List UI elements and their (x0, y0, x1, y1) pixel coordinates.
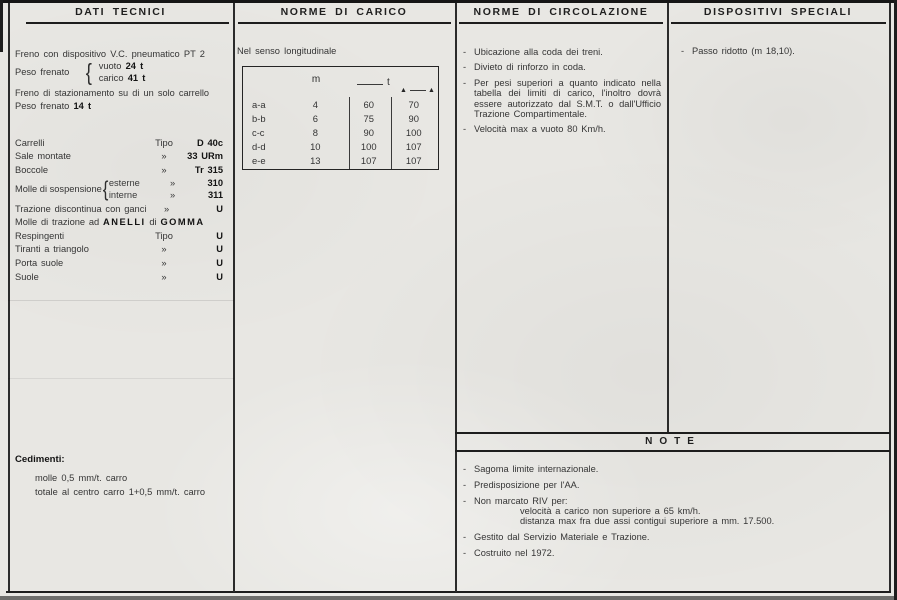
stazionamento-line: Freno di stazionamento su di un solo carrello (15, 88, 210, 98)
header-dati-tecnici: DATI TECNICI (75, 6, 166, 18)
t-header-rule (410, 90, 426, 91)
note-item: - Gestito dal Servizio Materiale e Trazione. (463, 532, 650, 542)
peso-frenato-group (15, 59, 227, 85)
table-rows (243, 97, 438, 168)
peso-frenato-label: Peso frenato (15, 67, 70, 77)
triangle-marker-icon: ▲ (400, 87, 407, 94)
column-divider-1 (233, 3, 235, 592)
spec-row-molle-trazione (15, 215, 227, 229)
column-divider-3 (667, 3, 669, 433)
column-divider-2 (455, 3, 457, 592)
trazione-gomma: GOMMA (160, 217, 205, 228)
carico-value: 41 t (127, 73, 146, 83)
spec-row-molle-sospensione: Molle di sospensione { esterne interne » » 310 311 (15, 177, 227, 202)
dash-bullet: - (463, 532, 467, 542)
note-item: - Predisposizione per l'AA. (463, 480, 580, 490)
cedimenti-line-1: molle 0,5 mm/t. carro (35, 473, 128, 483)
list-item: - Ubicazione alla coda dei treni. (463, 47, 603, 57)
dash-bullet: - (463, 77, 467, 88)
peso-frenato-2-value: 14 t (73, 101, 92, 111)
brace-glyph: { (85, 58, 92, 85)
trazione-anelli: ANELLI (103, 217, 146, 228)
peso-vuoto-line (99, 60, 146, 72)
table-row: c-c 8 90 100 (252, 126, 422, 138)
note-sub-item: velocità a carico non superiore a 65 km/h. (520, 506, 701, 516)
note-item: - Sagoma limite internazionale. (463, 464, 599, 474)
header-norme-di-circolazione: NORME DI CIRCOLAZIONE (473, 6, 649, 18)
t-column-header: t (387, 77, 390, 88)
note-list (463, 464, 887, 564)
peso-frenato-2-label: Peso frenato (15, 101, 70, 111)
header-rule-3 (459, 22, 663, 24)
carico-label: carico (98, 73, 124, 83)
spec-row-respingenti: Respingenti Tipo U (15, 230, 223, 241)
cedimenti-title: Cedimenti: (15, 454, 65, 465)
spec-row-boccole: Boccole » Tr 315 (15, 164, 223, 175)
sospensione-interne-label: interne (108, 190, 138, 201)
dash-bullet: - (463, 464, 467, 474)
header-rule-4 (671, 22, 886, 24)
page-border-bottom (6, 591, 891, 593)
fold-line (8, 378, 234, 379)
header-rule-1 (26, 22, 229, 24)
load-limits-table (242, 66, 439, 170)
scan-edge-top (0, 0, 897, 3)
dash-bullet: - (463, 496, 467, 506)
sospensione-esterne-label: esterne (108, 178, 140, 189)
vuoto-label: vuoto (98, 61, 122, 71)
triangle-marker-icon: ▲ (428, 87, 435, 94)
note-item: - Costruito nel 1972. (463, 548, 555, 558)
dash-bullet: - (463, 480, 467, 490)
dash-bullet: - (463, 47, 467, 57)
table-row: a-a 4 60 70 (252, 98, 419, 110)
header-norme-di-carico: NORME DI CARICO (280, 6, 408, 18)
spec-row-suole: Suole » U (15, 271, 223, 282)
spec-row-trazione-discontinua: Trazione discontinua con ganci » U (15, 203, 223, 214)
table-row: b-b 6 75 90 (252, 112, 419, 124)
note-title: NOTE (645, 436, 701, 447)
note-band-rule-bottom (455, 450, 890, 452)
table-row: e-e 13 107 107 (252, 155, 422, 167)
spec-row-porta-suole: Porta suole » U (15, 257, 223, 268)
sospensione-esterne-value: 310 (207, 178, 223, 189)
page-border-left (8, 3, 10, 592)
note-sub-item: distanza max fra due assi contigui superiore a mm. 17.500. (520, 516, 775, 526)
list-item: - Passo ridotto (m 18,10). (681, 46, 795, 56)
peso-carico-line (99, 72, 146, 84)
brace-glyph: { (102, 177, 109, 201)
list-item: - Velocità max a vuoto 80 Km/h. (463, 124, 606, 135)
header-dispositivi-speciali: DISPOSITIVI SPECIALI (703, 6, 853, 18)
sospensione-interne-value: 311 (208, 190, 223, 201)
spec-row-carrelli: Carrelli Tipo D 40c (15, 137, 223, 148)
dispositivi-list (681, 46, 881, 61)
spec-list (15, 136, 227, 283)
spec-row-tiranti: Tiranti a triangolo » U (15, 244, 223, 255)
m-column-header: m (311, 74, 321, 85)
trazione-prefix: Molle di trazione ad (15, 217, 100, 228)
scan-edge-left (0, 0, 3, 52)
circolazione-list (463, 47, 661, 140)
table-row: d-d 10 100 107 (252, 141, 422, 153)
norme-carico-intro: Nel senso longitudinale (237, 46, 337, 56)
list-item: - Per pesi superiori a quanto indicato nella tabella dei limiti di carico, l'inoltro dovrà essere autorizzato dal S.M.T. o dall'Ufficio Trazione Compartimentale. (463, 77, 661, 120)
scan-edge-bottom (0, 596, 897, 600)
dash-bullet: - (463, 62, 467, 73)
dash-bullet: - (463, 124, 467, 135)
freno-dispositivo-line: Freno con dispositivo V.C. pneumatico PT 2 (15, 49, 205, 59)
vuoto-value: 24 t (125, 61, 144, 71)
list-item: - Divieto di rinforzo in coda. (463, 62, 586, 73)
trazione-di: di (149, 217, 157, 228)
peso-frenato-2-line (15, 101, 91, 111)
cedimenti-line-2: totale al centro carro 1+0,5 mm/t. carro (35, 487, 206, 497)
spec-row-sale-montate: Sale montate » 33 URm (15, 151, 223, 162)
dash-bullet: - (681, 46, 685, 56)
page-border-right (889, 3, 891, 592)
fold-line (8, 300, 234, 301)
note-item: - Non marcato RIV per: (463, 496, 568, 506)
header-rule-2 (238, 22, 451, 24)
note-band-rule-top (455, 432, 890, 434)
t-header-rule (357, 84, 383, 85)
dash-bullet: - (463, 548, 467, 558)
